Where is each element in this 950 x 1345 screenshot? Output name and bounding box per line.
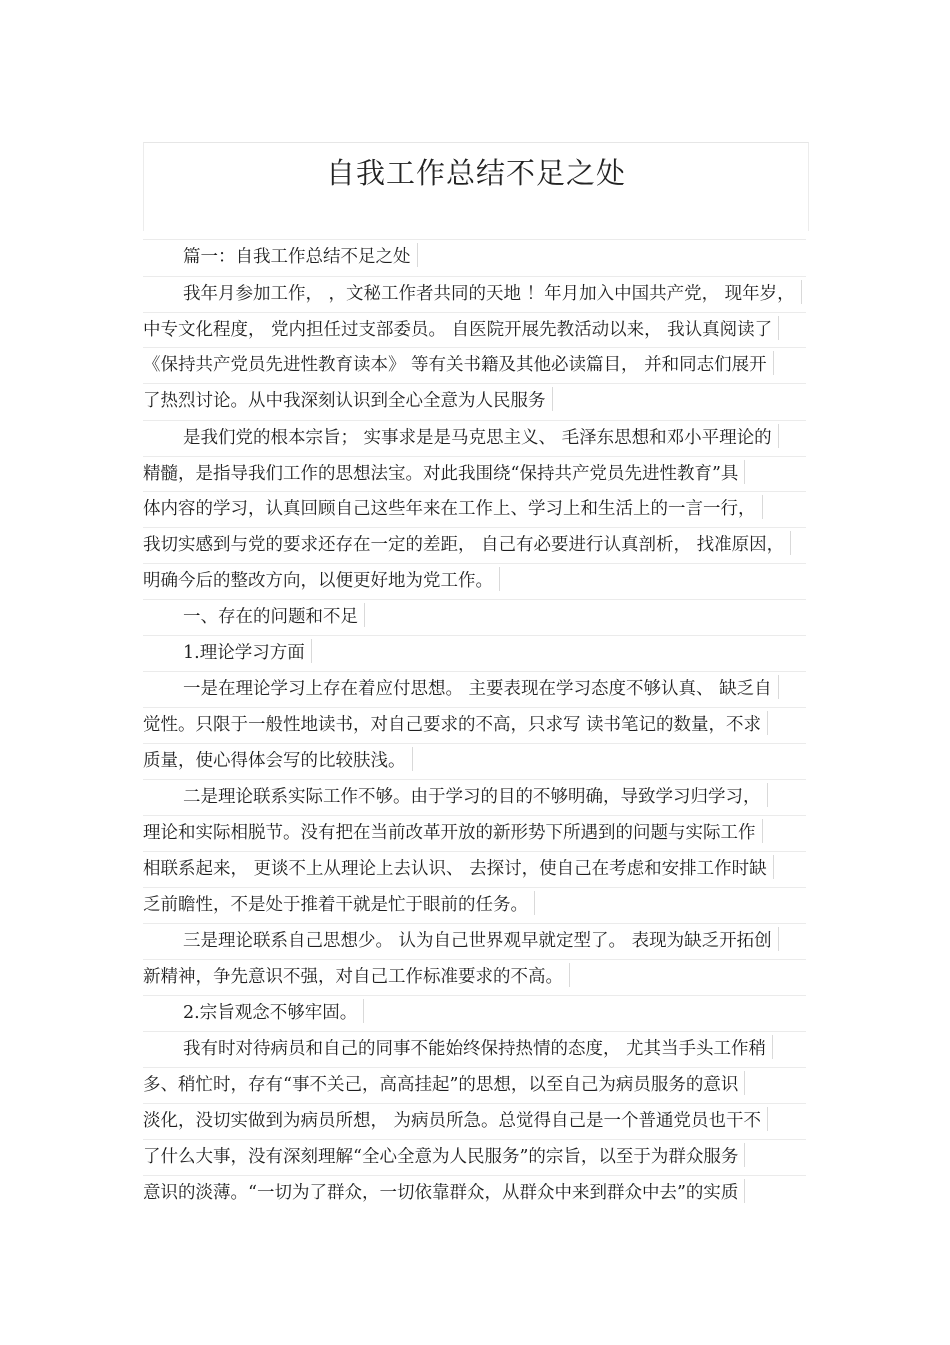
line-guide: [143, 420, 806, 421]
body-line: 我切实感到与党的要求还存在一定的差距， 自己有必要进行认真剖析， 找准原因，: [143, 535, 785, 555]
line-guide: [143, 491, 806, 492]
line-end-marker: [499, 567, 500, 591]
line-end-marker: [790, 531, 791, 555]
line-end-marker: [778, 675, 779, 699]
line-guide: [143, 923, 806, 924]
line-guide: [143, 1067, 806, 1068]
body-line: 了什么大事，没有深刻理解“全心全意为人民服务”的宗旨，以至于为群众服务: [143, 1147, 739, 1167]
line-end-marker: [364, 603, 365, 627]
line-guide: [143, 887, 806, 888]
line-end-marker: [767, 711, 768, 735]
body-line: 中专文化程度， 党内担任过支部委员。 自医院开展先教活动以来， 我认真阅读了: [143, 320, 773, 340]
line-guide: [143, 563, 806, 564]
line-end-marker: [744, 460, 745, 484]
title-box: [143, 142, 809, 231]
line-end-marker: [534, 891, 535, 915]
line-end-marker: [801, 280, 802, 304]
line-end-marker: [744, 1179, 745, 1203]
body-line: 1.理论学习方面: [183, 643, 305, 663]
line-end-marker: [772, 1035, 773, 1059]
line-guide: [143, 1031, 806, 1032]
line-end-marker: [778, 424, 779, 448]
body-line: 三是理论联系自己思想少。 认为自己世界观早就定型了。 表现为缺乏开拓创: [183, 931, 772, 951]
body-line: 2.宗旨观念不够牢固。: [183, 1003, 358, 1023]
line-end-marker: [552, 387, 553, 411]
body-line: 我有时对待病员和自己的同事不能始终保持热情的态度， 尤其当手头工作稍: [183, 1039, 767, 1059]
body-line: 了热烈讨论。从中我深刻认识到全心全意为人民服务: [143, 391, 546, 411]
body-line: 是我们党的根本宗旨； 实事求是是马克思主义、 毛泽东思想和邓小平理论的: [183, 428, 772, 448]
body-line: 我年月参加工作， ，文秘工作者共同的天地 ！年月加入中国共产党， 现年岁，: [183, 284, 795, 304]
body-line: 质量，使心得体会写的比较肤浅。: [143, 751, 406, 771]
body-line: 精髓，是指导我们工作的思想法宝。对此我围绕“保持共产党员先进性教育”具: [143, 464, 739, 484]
body-line: 明确今后的整改方向，以便更好地为党工作。: [143, 571, 493, 591]
line-guide: [143, 456, 806, 457]
line-guide: [143, 851, 806, 852]
line-guide: [143, 383, 806, 384]
line-end-marker: [778, 316, 779, 340]
line-end-marker: [744, 1071, 745, 1095]
body-line: 《保持共产党员先进性教育读本》 等有关书籍及其他必读篇目， 并和同志们展开: [143, 355, 767, 375]
line-end-marker: [773, 855, 774, 879]
body-line: 新精神，争先意识不强，对自己工作标准要求的不高。: [143, 967, 563, 987]
line-guide: [143, 599, 806, 600]
line-guide: [143, 959, 806, 960]
line-end-marker: [744, 1143, 745, 1167]
line-guide: [143, 312, 806, 313]
body-line: 觉性。只限于一般性地读书，对自己要求的不高，只求写 读书笔记的数量，不求: [143, 715, 762, 735]
line-guide: [143, 671, 806, 672]
body-line: 意识的淡薄。“一切为了群众，一切依靠群众，从群众中来到群众中去”的实质: [143, 1183, 739, 1203]
line-guide: [143, 635, 806, 636]
line-end-marker: [767, 783, 768, 807]
line-end-marker: [417, 243, 418, 267]
line-guide: [143, 1139, 806, 1140]
line-guide: [143, 276, 806, 277]
line-guide: [143, 347, 806, 348]
body-line: 淡化，没切实做到为病员所想， 为病员所急。总觉得自己是一个普通党员也干不: [143, 1111, 762, 1131]
body-line: 一、存在的问题和不足: [183, 607, 358, 627]
line-guide: [143, 527, 806, 528]
line-end-marker: [363, 999, 364, 1023]
body-line: 多、稍忙时，存有“事不关己，高高挂起”的思想，以至自己为病员服务的意识: [143, 1075, 739, 1095]
line-guide: [143, 707, 806, 708]
line-end-marker: [762, 819, 763, 843]
line-end-marker: [773, 351, 774, 375]
body-line: 相联系起来， 更谈不上从理论上去认识、 去探讨，使自己在考虑和安排工作时缺: [143, 859, 767, 879]
line-guide: [143, 779, 806, 780]
line-guide: [143, 815, 806, 816]
line-guide: [143, 995, 806, 996]
line-guide: [143, 1103, 806, 1104]
line-end-marker: [311, 639, 312, 663]
body-line: 一是在理论学习上存在着应付思想。 主要表现在学习态度不够认真、 缺乏自: [183, 679, 772, 699]
line-end-marker: [569, 963, 570, 987]
body-line: 乏前瞻性，不是处于推着干就是忙于眼前的任务。: [143, 895, 528, 915]
line-guide: [143, 743, 806, 744]
line-guide: [143, 239, 806, 240]
document-title: 自我工作总结不足之处: [325, 156, 626, 190]
body-line: 理论和实际相脱节。没有把在当前改革开放的新形势下所遇到的问题与实际工作: [143, 823, 756, 843]
line-end-marker: [762, 495, 763, 519]
line-end-marker: [767, 1107, 768, 1131]
line-guide: [143, 1175, 806, 1176]
line-end-marker: [778, 927, 779, 951]
body-line: 体内容的学习，认真回顾自己这些年来在工作上、学习上和生活上的一言一行，: [143, 499, 756, 519]
line-end-marker: [412, 747, 413, 771]
body-line: 篇一：自我工作总结不足之处: [183, 247, 411, 267]
body-line: 二是理论联系实际工作不够。由于学习的目的不够明确，导致学习归学习，: [183, 787, 761, 807]
